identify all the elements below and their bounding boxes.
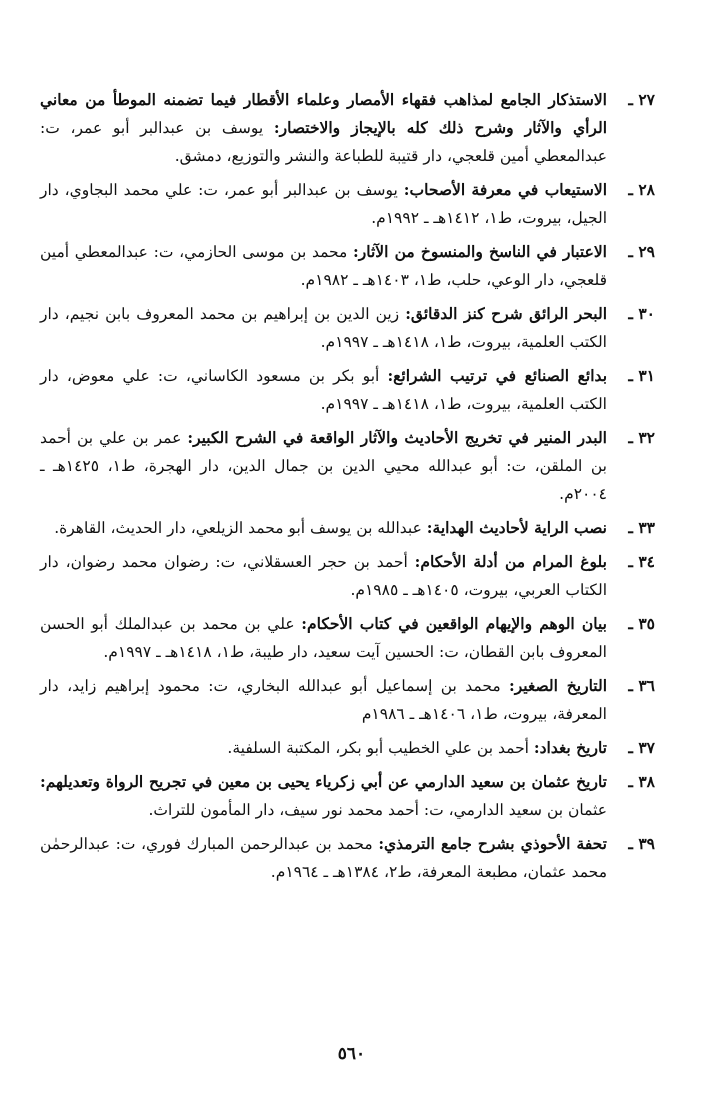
entry-title: بيان الوهم والإيهام الواقعين في كتاب الأحكام:: [301, 614, 607, 633]
entry-details: زين الدين بن إبراهيم بن محمد المعروف بابن نجيم، دار الكتب العلمية، بيروت، ط١، ١٤١٨هـ ـ ١٩٩٧م.: [40, 305, 607, 351]
page-number: ٥٦٠: [337, 1044, 366, 1064]
entry-details: يوسف بن عبدالبر أبو عمر، ت: علي محمد البجاوي، دار الجيل، بيروت، ط١، ١٤١٢هـ ـ ١٩٩٢م.: [40, 181, 607, 227]
entry-details: أحمد بن علي الخطيب أبو بكر، المكتبة السلفية.: [227, 739, 534, 757]
list-item: [40, 424, 655, 508]
entry-text: [40, 548, 607, 604]
entry-details: علي بن محمد بن عبدالملك أبو الحسن المعروف بابن القطان، ت: الحسين آيت سعيد، دار طيبة، ط١، ١٤١٨هـ ـ ١٩٩٧م.: [40, 615, 607, 661]
list-item: [40, 176, 655, 232]
entry-number: ٣٧ ـ: [628, 738, 655, 757]
list-item: [40, 610, 655, 666]
entry-number: ٣٦ ـ: [628, 676, 655, 695]
entry-details: محمد بن موسى الحازمي، ت: عبدالمعطي أمين قلعجي، دار الوعي، حلب، ط١، ١٤٠٣هـ ـ ١٩٨٢م.: [40, 243, 607, 289]
entry-title: الاستذكار الجامع لمذاهب فقهاء الأمصار وعلماء الأقطار فيما تضمنه الموطأ من معاني الرأي والآثار وشرح ذلك كله بالإيجاز والاختصار:: [40, 90, 607, 137]
entry-text: [40, 176, 607, 232]
entry-number: ٣٥ ـ: [628, 614, 655, 633]
entry-title: الاعتبار في الناسخ والمنسوخ من الآثار:: [353, 242, 607, 261]
entry-title: البحر الرائق شرح كنز الدقائق:: [405, 304, 608, 323]
entry-title: نصب الراية لأحاديث الهداية:: [426, 518, 607, 537]
entry-details: محمد بن إسماعيل أبو عبدالله البخاري، ت: محمود إبراهيم زايد، دار المعرفة، بيروت، ط١، ١٤٠٦هـ ـ ١٩٨٦م: [40, 677, 607, 723]
entry-number: ٣٩ ـ: [628, 834, 655, 853]
entry-text: [40, 238, 607, 294]
entry-text: [40, 610, 607, 666]
entry-number: ٢٩ ـ: [628, 242, 655, 261]
entry-number: ٢٧ ـ: [628, 90, 655, 109]
entry-details: أحمد بن حجر العسقلاني، ت: رضوان محمد رضوان، دار الكتاب العربي، بيروت، ١٤٠٥هـ ـ ١٩٨٥م.: [40, 553, 607, 599]
list-item: [40, 362, 655, 418]
entry-number: ٣٣ ـ: [628, 518, 655, 537]
entry-text: [40, 830, 607, 886]
entry-details: عمر بن علي بن أحمد بن الملقن، ت: أبو عبدالله محيي الدين بن جمال الدين، دار الهجرة، ط١، ١٤٢٥هـ ـ ٢٠٠٤م.: [40, 429, 607, 503]
entry-title: الاستيعاب في معرفة الأصحاب:: [403, 180, 607, 199]
entry-title: تاريخ عثمان بن سعيد الدارمي عن أبي زكرياء يحيى بن معين في تجريح الرواة وتعديلهم:: [40, 772, 607, 791]
entry-number: ٣٤ ـ: [628, 552, 655, 571]
entry-title: تحفة الأحوذي بشرح جامع الترمذي:: [378, 834, 607, 853]
entry-title: تاريخ بغداد:: [533, 738, 607, 757]
entry-details: محمد بن عبدالرحمن المبارك فوري، ت: عبدالرحمٰن محمد عثمان، مطبعة المعرفة، ط٢، ١٣٨٤هـ ـ ١٩٦٤م.: [40, 835, 607, 881]
list-item: [40, 238, 655, 294]
entry-title: البدر المنير في تخريج الأحاديث والآثار الواقعة في الشرح الكبير:: [187, 428, 607, 447]
entry-number: ٣٢ ـ: [628, 428, 655, 447]
entry-text: [40, 514, 607, 542]
entry-number: ٣١ ـ: [628, 366, 655, 385]
entry-text: [40, 734, 607, 762]
entry-title: التاريخ الصغير:: [509, 676, 608, 695]
entry-text: [40, 362, 607, 418]
list-item: [40, 86, 655, 170]
list-item: [40, 300, 655, 356]
entry-text: [40, 768, 607, 824]
entry-number: ٢٨ ـ: [628, 180, 655, 199]
entry-details: أبو بكر بن مسعود الكاساني، ت: علي معوض، دار الكتب العلمية، بيروت، ط١، ١٤١٨هـ ـ ١٩٩٧م.: [40, 367, 607, 413]
list-item: [40, 514, 655, 542]
entry-details: عبدالله بن يوسف أبو محمد الزيلعي، دار الحديث، القاهرة.: [54, 519, 427, 537]
entry-text: [40, 672, 607, 728]
entry-details: يوسف بن عبدالبر أبو عمر، ت: عبدالمعطي أمين قلعجي، دار قتيبة للطباعة والنشر والتوزيع، دمشق.: [40, 119, 607, 165]
list-item: [40, 548, 655, 604]
entry-text: [40, 86, 607, 170]
entry-number: ٣٨ ـ: [628, 772, 655, 791]
entry-text: [40, 424, 607, 508]
bibliography-list: [40, 86, 655, 892]
entry-title: بلوغ المرام من أدلة الأحكام:: [414, 552, 607, 571]
entry-details: عثمان بن سعيد الدارمي، ت: أحمد محمد نور سيف، دار المأمون للتراث.: [148, 801, 607, 819]
entry-title: بدائع الصنائع في ترتيب الشرائع:: [387, 366, 608, 385]
entry-text: [40, 300, 607, 356]
list-item: [40, 734, 655, 762]
list-item: [40, 830, 655, 886]
list-item: [40, 672, 655, 728]
entry-number: ٣٠ ـ: [628, 304, 655, 323]
list-item: [40, 768, 655, 824]
